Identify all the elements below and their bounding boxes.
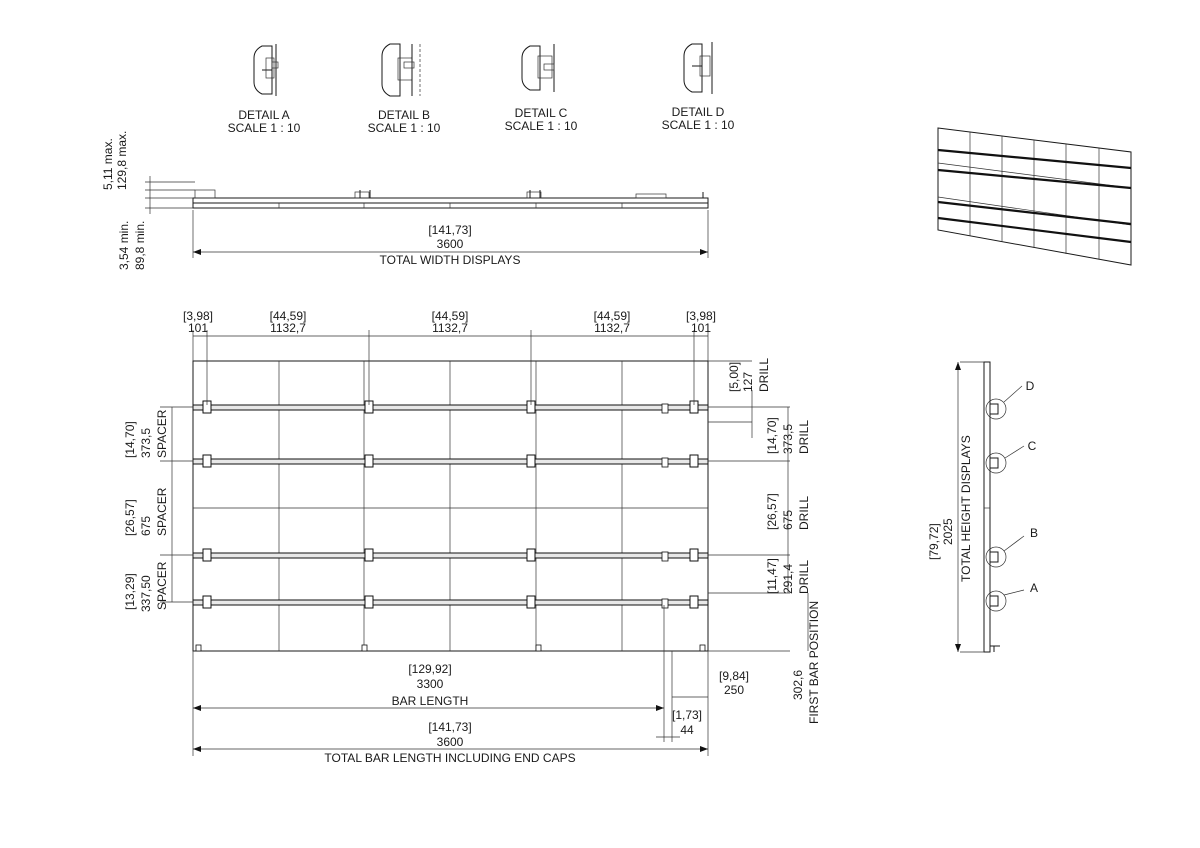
top-dim-4-mm: 1132,7 [594, 321, 630, 335]
side-height-label: TOTAL HEIGHT DISPLAYS [959, 435, 973, 582]
left-dim-3-mm: 337,50 [139, 575, 153, 612]
end-cap [662, 458, 668, 467]
total-bar-mm: 3600 [436, 735, 464, 749]
mounting-bracket [527, 455, 535, 467]
bar-1 [193, 405, 708, 410]
top-view-width-label: TOTAL WIDTH DISPLAYS [379, 253, 521, 267]
front-view [123, 309, 821, 765]
mounting-bracket [203, 549, 211, 561]
bar-length-in: [129,92] [408, 662, 452, 676]
first-bar-mm: 302,6 [791, 669, 805, 700]
side-view [927, 362, 1038, 652]
detail-a [228, 44, 301, 135]
detail-b-name: DETAIL B [377, 108, 431, 122]
total-bar-label: TOTAL BAR LENGTH INCLUDING END CAPS [324, 751, 576, 765]
top-view-min-in: 3,54 min. [117, 220, 131, 270]
top-view-min-mm: 89,8 min. [133, 220, 147, 270]
top-view-width-mm: 3600 [436, 237, 464, 251]
top-view [101, 131, 708, 270]
first-bar-label: FIRST BAR POSITION [807, 600, 821, 724]
left-dim-3-in: [13,29] [123, 573, 137, 610]
top-dim-4-in: [44,59] [593, 309, 631, 323]
left-dim-2-in: [26,57] [123, 499, 137, 536]
top-dim-3-in: [44,59] [431, 309, 469, 323]
left-dim-1-label: SPACER [155, 409, 169, 458]
bar-length-label: BAR LENGTH [391, 694, 469, 708]
detail-b-scale: SCALE 1 : 10 [367, 121, 441, 135]
bar-length-mm: 3300 [416, 677, 444, 691]
top-dim-1-mm: 101 [187, 321, 209, 335]
right-dim-2-label: DRILL [797, 419, 811, 454]
detail-b [368, 44, 441, 135]
detail-c [505, 44, 578, 133]
end-cap [662, 404, 668, 413]
mounting-bracket [690, 455, 698, 467]
bar-3 [193, 553, 708, 558]
top-view-max-mm: 129,8 max. [115, 130, 129, 190]
right-dim-3-label: DRILL [797, 495, 811, 530]
end-cap [662, 599, 668, 608]
end-offset-mm: 250 [723, 683, 745, 697]
end-cap [662, 552, 668, 561]
top-dim-2-in: [44,59] [269, 309, 307, 323]
end-cap-in: [1,73] [671, 708, 703, 722]
right-dim-1-in: [5,00] [727, 361, 741, 392]
left-dim-1-in: [14,70] [123, 421, 137, 458]
mounting-bracket [203, 455, 211, 467]
bottom-foot [536, 645, 541, 651]
right-dim-4-label: DRILL [797, 559, 811, 594]
top-view-width-in: [141,73] [428, 223, 472, 237]
left-dim-2-label: SPACER [155, 487, 169, 536]
right-dim-4-in: [11,47] [765, 558, 779, 594]
callout-b: B [1029, 526, 1039, 540]
callout-a: A [1029, 581, 1039, 595]
callout-c: C [1027, 439, 1037, 453]
detail-c-scale: SCALE 1 : 10 [504, 119, 578, 133]
top-dim-5-mm: 101 [690, 321, 712, 335]
callout-d: D [1025, 379, 1035, 393]
detail-d-name: DETAIL D [671, 105, 725, 119]
mounting-bracket [365, 596, 373, 608]
bottom-foot [362, 645, 367, 651]
top-dim-3-mm: 1132,7 [432, 321, 468, 335]
left-dim-2-mm: 675 [139, 515, 153, 536]
right-dim-4-mm: 291,4 [781, 563, 795, 594]
right-dim-1-mm: 127 [741, 371, 755, 392]
end-cap-mm: 44 [680, 723, 694, 737]
top-view-max-in: 5,11 max. [101, 138, 115, 190]
detail-d [662, 42, 735, 132]
right-dim-2-in: [14,70] [765, 417, 779, 454]
mounting-bracket [365, 549, 373, 561]
right-dim-3-in: [26,57] [765, 493, 779, 530]
left-dim-1-mm: 373,5 [139, 427, 153, 458]
detail-c-name: DETAIL C [514, 106, 568, 120]
end-offset-in: [9,84] [718, 669, 750, 683]
isometric-view [938, 128, 1131, 265]
side-height-mm: 2025 [941, 518, 955, 545]
left-dim-3-label: SPACER [155, 561, 169, 610]
mounting-bracket [690, 549, 698, 561]
top-dim-2-mm: 1132,7 [270, 321, 306, 335]
mounting-bracket [527, 549, 535, 561]
detail-a-name: DETAIL A [238, 108, 290, 122]
top-dim-1-in: [3,98] [182, 309, 214, 323]
right-dim-3-mm: 675 [781, 509, 795, 530]
mounting-bracket [690, 596, 698, 608]
detail-d-scale: SCALE 1 : 10 [661, 118, 735, 132]
mounting-bracket [203, 596, 211, 608]
bar-2 [193, 459, 708, 464]
bar-4 [193, 600, 708, 605]
right-dim-1-label: DRILL [757, 357, 771, 392]
right-dim-2-mm: 373,5 [781, 423, 795, 454]
mounting-bracket [365, 455, 373, 467]
detail-a-scale: SCALE 1 : 10 [227, 121, 301, 135]
bottom-foot [196, 645, 201, 651]
top-dim-5-in: [3,98] [685, 309, 717, 323]
bottom-foot [700, 645, 705, 651]
total-bar-in: [141,73] [428, 720, 472, 734]
mounting-bracket [527, 596, 535, 608]
side-height-in: [79,72] [927, 523, 941, 560]
